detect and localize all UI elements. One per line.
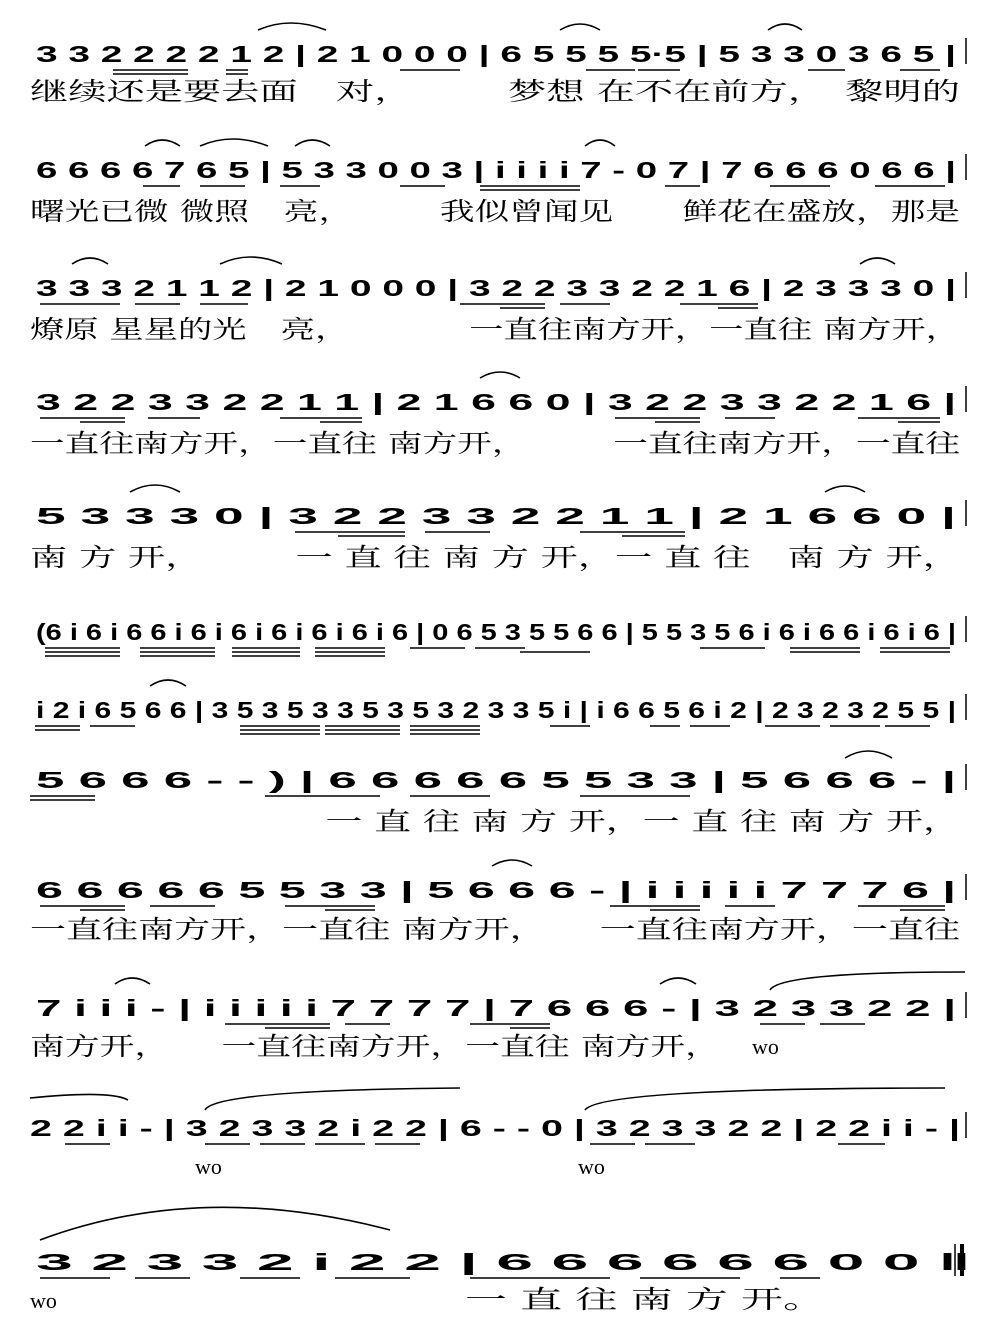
system-5	[30, 485, 960, 572]
system-8	[30, 751, 960, 836]
notes-line-3: 3 3 3 2 1 1 2 | 2 1 0 0 0 | 3 2 2 3 3 2 2 1 6 | 2 3 3 3 0 |	[36, 275, 956, 301]
lyric-wo-12: wo	[30, 1288, 57, 1313]
system-11	[30, 1088, 960, 1179]
notes-line-11: 2 2 i i - | 3 2 3 3 2 i 2 2 | 6 - - 0 | 3 2 3 3 2 2 | 2 2 i i - |	[30, 1115, 960, 1141]
lyrics-line-12: 一 直 往 南 方 开。	[465, 1285, 825, 1314]
system-9	[30, 860, 960, 944]
system-12	[30, 1207, 971, 1314]
system-10	[30, 972, 965, 1061]
lyrics-line-1: 继续还是要去面 对， 梦想 在不在前方， 黎明的	[30, 77, 960, 106]
notes-line-4: 3 2 2 3 3 2 2 1 1 | 2 1 6 6 0 | 3 2 2 3 3 2 2 1 6 |	[36, 389, 956, 415]
system-3	[30, 257, 960, 344]
notes-line-10: 7 i i i - | i i i i i 7 7 7 7 | 7 6 6 6 - | 3 2 3 3 2 2 |	[36, 995, 956, 1021]
lyric-wo-11b: wo	[578, 1154, 605, 1179]
system-6	[36, 619, 956, 656]
system-1	[30, 23, 960, 106]
lyrics-line-5: 南 方 开， 一 直 往 南 方 开，一 直 往 南 方 开，	[30, 543, 960, 572]
notes-line-9: 6 6 6 6 6 5 5 3 3 | 5 6 6 6 - | i i i i i 7 7 7 6 |	[36, 877, 957, 903]
lyrics-line-2: 曙光已微 微照 亮， 我似曾闻见 鲜花在盛放，那是	[30, 197, 960, 226]
notes-line-2: 6 6 6 6 7 6 5 | 5 3 3 0 0 3 | i i i i 7 - 0 7 | 7 6 6 6 0 6 6 |	[36, 157, 956, 183]
lyric-wo-11a: wo	[195, 1154, 222, 1179]
notes-line-1: 3 3 2 2 2 2 1 2 | 2 1 0 0 0 | 6 5 5 5 5·5 | 5 3 3 0 3 6 5 |	[36, 41, 956, 67]
system-2	[30, 139, 960, 226]
system-4	[30, 372, 960, 458]
lyrics-line-9: 一直往南方开，一直往 南方开， 一直往南方开，一直往	[30, 915, 960, 944]
system-7	[35, 680, 956, 734]
notes-line-12: 3 2 3 3 2 i 2 2 | 6 6 6 6 6 6 0 0 ‖	[36, 1249, 971, 1275]
lyrics-line-10: 南方开， 一直往南方开，一直往 南方开，	[30, 1032, 720, 1061]
notes-line-7: i 2 i 6 5 6 6 | 3 5 3 5 3 3 5 3 5 3 2 3 3 5 i | i 6 6 5 6 i 2 | 2 3 2 3 2 5 5 |	[36, 697, 956, 723]
lyrics-line-8: 一 直 往 南 方 开，一 直 往 南 方 开，	[30, 807, 961, 836]
lyrics-line-3: 燎原 星星的光 亮， 一直往南方开，一直往 南方开，	[30, 315, 960, 344]
lyric-wo-10: wo	[752, 1034, 779, 1059]
notes-line-6: (6 i 6 i 6 6 i 6 i 6 i 6 i 6 i 6 i 6 | 0 6 5 3 5 5 6 6 | 5 5 3 5 6 i 6 i 6 6 i 6 i 6 |	[36, 619, 956, 645]
lyrics-line-4: 一直往南方开，一直往 南方开， 一直往南方开，一直往	[30, 429, 960, 458]
notes-line-5: 5 3 3 3 0 | 3 2 2 3 3 2 2 1 1 | 2 1 6 6 0 |	[36, 503, 956, 529]
notes-line-8: 5 6 6 6 - - ) | 6 6 6 6 6 5 5 3 3 | 5 6 6 6 - |	[36, 767, 957, 793]
